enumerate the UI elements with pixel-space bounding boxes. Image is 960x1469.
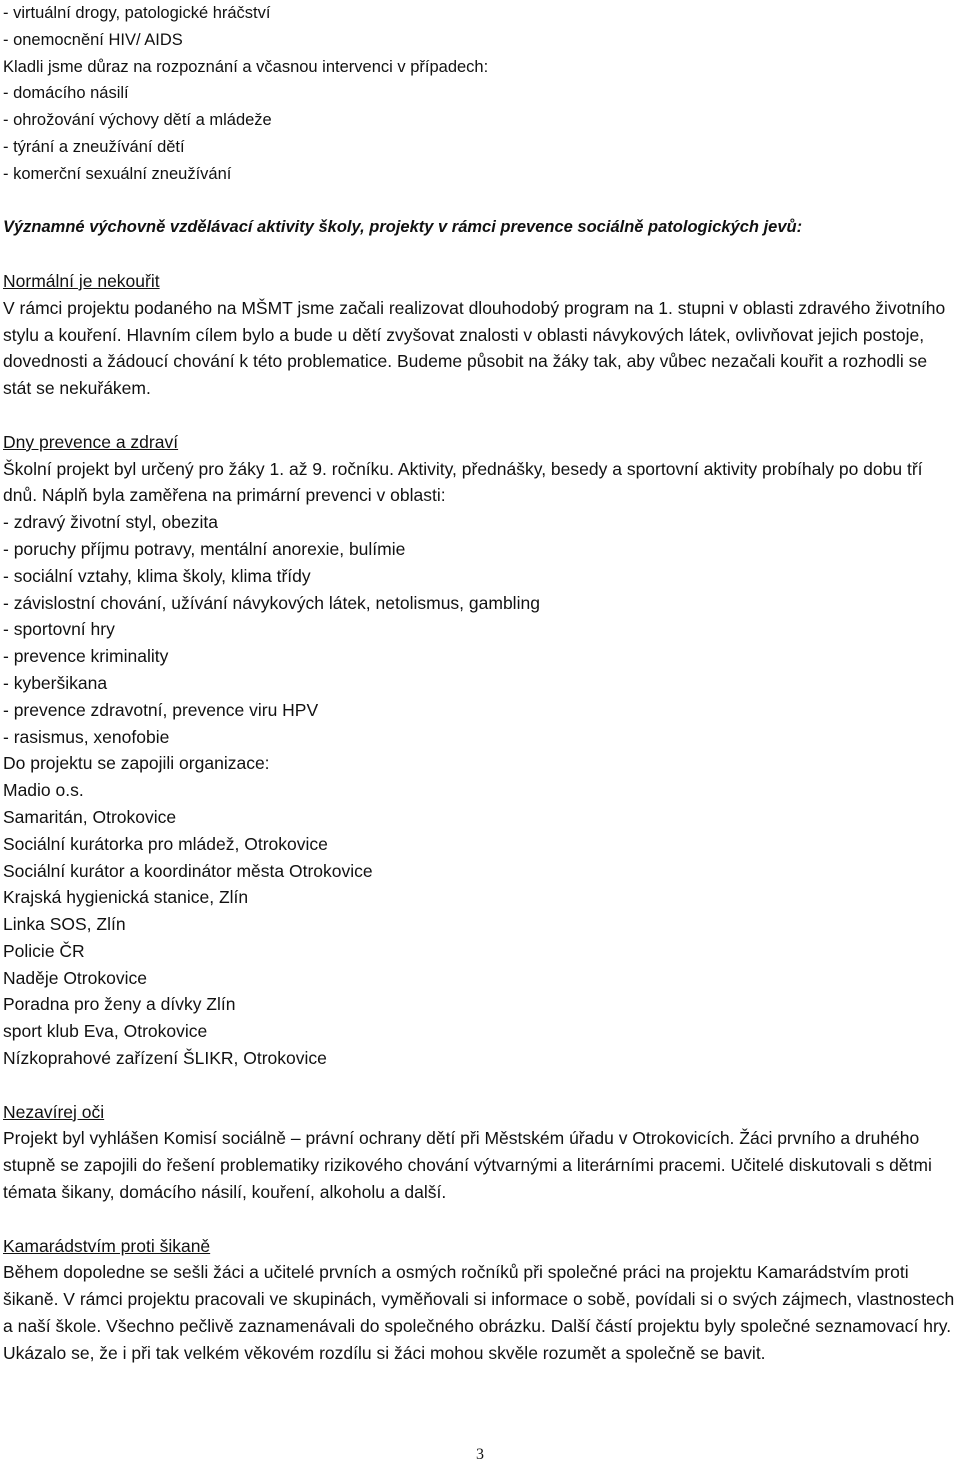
spacer bbox=[3, 241, 958, 268]
org-item: Poradna pro ženy a dívky Zlín bbox=[3, 994, 236, 1015]
org-item: Naděje Otrokovice bbox=[3, 967, 147, 988]
org-item: Sociální kurátorka pro mládež, Otrokovice bbox=[3, 833, 328, 854]
list-item: - domácího násilí bbox=[3, 84, 129, 103]
org-item: Samaritán, Otrokovice bbox=[3, 806, 177, 827]
section-body-nezavirej-oci: Projekt byl vyhlášen Komisí sociálně – právní ochrany dětí při Městském úřadu v Otrokovicích. Žáci prvního a druhého stupně se zapojili do řešení problematiky rizikového chování výtvarnými a literárními pracemi. Učitelé diskutovali s dětmi témata šikany, domácího násilí, kouření, alkoholu a další. bbox=[3, 1128, 932, 1203]
org-item: Madio o.s. bbox=[3, 780, 84, 801]
spacer bbox=[3, 1206, 958, 1233]
topic-item: - prevence zdravotní, prevence viru HPV bbox=[3, 699, 319, 720]
topic-item: - poruchy příjmu potravy, mentální anorexie, bulímie bbox=[3, 538, 406, 559]
topic-item: - zdravý životní styl, obezita bbox=[3, 512, 218, 533]
topic-item: - sportovní hry bbox=[3, 619, 115, 640]
topic-item: - rasismus, xenofobie bbox=[3, 726, 170, 747]
spacer bbox=[3, 188, 958, 215]
topic-item: - prevence kriminality bbox=[3, 646, 169, 667]
section-body-kamaradstvim: Během dopoledne se sešli žáci a učitelé prvních a osmých ročníků při společné práci na projektu Kamarádstvím proti šikaně. V rámci projektu pracovali ve skupinách, vyměňovali si informace o sobě, povídali si o svých zájmech, vlastnostech a naší škole. Všechno pečlivě zaznamenávali do společného obrázku. Další částí projektu byly společné seznamovací hry. Ukázalo se, že i při tak velkém věkovém rozdílu si žáci mohou skvěle rozumět a společně se bavit. bbox=[3, 1262, 955, 1363]
org-item: Policie ČR bbox=[3, 940, 85, 961]
list-item: - virtuální drogy, patologické hráčství bbox=[3, 4, 271, 22]
orgs-intro: Do projektu se zapojili organizace: bbox=[3, 753, 270, 774]
activities-heading: Významné výchovně vzdělávací aktivity školy, projekty v rámci prevence sociálně patologických jevů: bbox=[3, 218, 803, 237]
topic-item: - sociální vztahy, klima školy, klima třídy bbox=[3, 565, 311, 586]
spacer bbox=[3, 1072, 958, 1099]
org-item: Krajská hygienická stanice, Zlín bbox=[3, 887, 249, 908]
list-item: - onemocnění HIV/ AIDS bbox=[3, 30, 183, 49]
section-title-dny-prevence: Dny prevence a zdraví bbox=[3, 431, 179, 452]
org-item: Sociální kurátor a koordinátor města Otrokovice bbox=[3, 860, 373, 881]
intervention-intro: Kladli jsme důraz na rozpoznání a včasnou intervenci v případech: bbox=[3, 57, 489, 76]
section-body-normalni-je-nekourit: V rámci projektu podaného na MŠMT jsme začali realizovat dlouhodobý program na 1. stupni v oblasti zdravého životního stylu a kouření. Hlavním cílem bylo a bude u dětí zvyšovat znalosti v oblasti návykových látek, ovlivňovat jejich postoje, dovednosti a žádoucí chování k této problematice. Budeme působit na žáky tak, aby vůbec nezačali kouřit a rozhodli se stát se nekuřákem. bbox=[3, 297, 946, 399]
section-title-nezavirej-oci: Nezavírej oči bbox=[3, 1101, 105, 1122]
list-item: - týrání a zneužívání dětí bbox=[3, 137, 185, 156]
org-item: sport klub Eva, Otrokovice bbox=[3, 1021, 208, 1042]
list-item: - ohrožování výchovy dětí a mládeže bbox=[3, 111, 272, 130]
org-item: Nízkoprahové zařízení ŠLIKR, Otrokovice bbox=[3, 1048, 327, 1069]
topic-item: - závislostní chování, užívání návykových látek, netolismus, gambling bbox=[3, 592, 540, 613]
section-title-kamaradstvim: Kamarádstvím proti šikaně bbox=[3, 1235, 211, 1256]
list-item: - komerční sexuální zneužívání bbox=[3, 164, 232, 183]
page-number: 3 bbox=[476, 1446, 484, 1463]
document-page bbox=[3, 0, 958, 1367]
section-body-dny-prevence: Školní projekt byl určený pro žáky 1. až 9. ročníku. Aktivity, přednášky, besedy a sportovní aktivity probíhaly po dobu tří dnů. Náplň byla zaměřena na primární prevenci v oblasti: bbox=[3, 458, 923, 506]
spacer bbox=[3, 402, 958, 429]
section-title-normalni-je-nekourit: Normální je nekouřit bbox=[3, 270, 160, 291]
topic-item: - kyberšikana bbox=[3, 672, 108, 693]
org-item: Linka SOS, Zlín bbox=[3, 914, 126, 935]
